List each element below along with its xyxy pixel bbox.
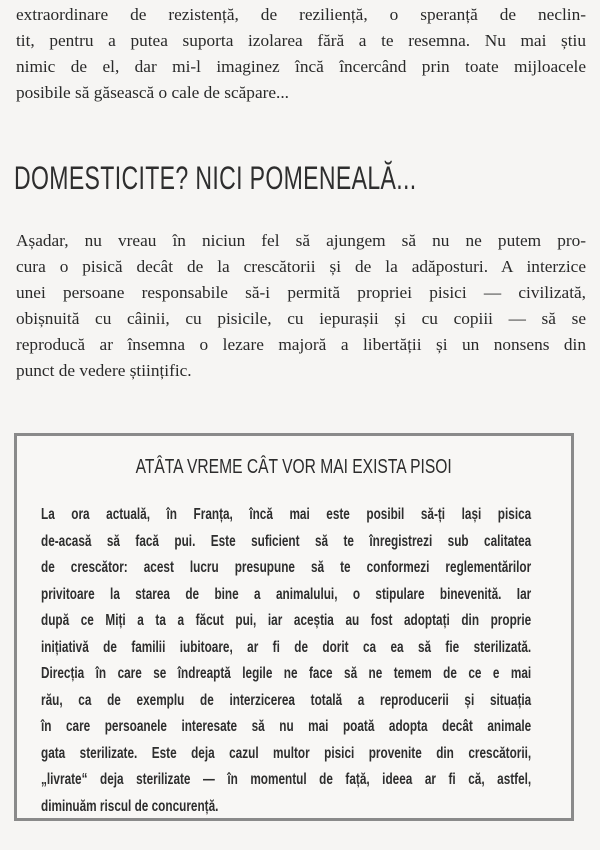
text-line: de crescător: acest lucru presupune să te conformezi reglementărilor — [41, 559, 532, 576]
body-paragraph — [16, 228, 586, 384]
text-line: gata sterilizate. Este deja cazul multor pisici provenite din crescătorii, — [41, 744, 532, 762]
text-line: Direcția în care se îndreaptă legile ne face să ne temem de ce e mai — [41, 665, 532, 682]
text-line: extraordinare de rezistență, de reziliență, o speranță de neclin- — [16, 5, 586, 24]
text-line: „livrate“ deja sterilizate — în momentul de față, ideea ar fi că, astfel, — [41, 771, 532, 788]
section-heading: DOMESTICITE? NICI POMENEALĂ... — [14, 160, 417, 196]
text-line: în care persoanele interesate să nu mai poată adopta decât animale — [41, 718, 532, 735]
intro-paragraph — [16, 2, 586, 106]
text-line: diminuăm riscul de concurență. — [41, 797, 219, 815]
text-line: rău, ca de exemplu de interzicerea totală a reproducerii și situația — [41, 691, 532, 709]
text-line: Așadar, nu vreau în niciun fel să ajungem să nu ne putem pro- — [16, 231, 586, 250]
text-line: nimic de el, dar mi-l imaginez încă încercând prin toate mijloacele — [16, 57, 586, 76]
text-line: de-acasă să facă pui. Este suficient să te înregistrezi sub calitatea — [41, 532, 532, 550]
text-line: posibile să găsească o cale de scăpare... — [16, 83, 290, 102]
text-line: reproducă ar însemna o lezare majoră a libertății și un nonsens din — [16, 335, 586, 354]
sidebar-text — [41, 502, 531, 820]
sidebar-title — [17, 456, 571, 479]
text-line: după ce Miți a ta a făcut pui, iar aceștia au fost adoptați din proprie — [41, 612, 532, 629]
text-line: unei persoane responsabile să-i permită propriei pisici — civilizată, — [16, 283, 586, 302]
text-line: punct de vedere științific. — [16, 361, 192, 380]
text-line: cura o pisică decât de la crescătorii și de la adăposturi. A interzice — [16, 257, 586, 276]
sidebar-title-text: ATÂTA VREME CÂT VOR MAI EXISTA PISOI — [135, 456, 453, 478]
sidebar-box — [14, 433, 574, 821]
text-line: privitoare la starea de bine a animalului, o stipulare binevenită. Iar — [41, 585, 532, 603]
text-line: obișnuită cu câinii, cu pisicile, cu iepurașii și cu copiii — să se — [16, 309, 586, 328]
text-line: tit, pentru a putea suporta izolarea fără a te resemna. Nu mai știu — [16, 31, 586, 50]
text-line: inițiativă de familii iubitoare, ar fi de dorit ca ea să fie sterilizată. — [41, 638, 532, 656]
text-line: La ora actuală, în Franța, încă mai este posibil să-ți lași pisica — [41, 506, 532, 523]
